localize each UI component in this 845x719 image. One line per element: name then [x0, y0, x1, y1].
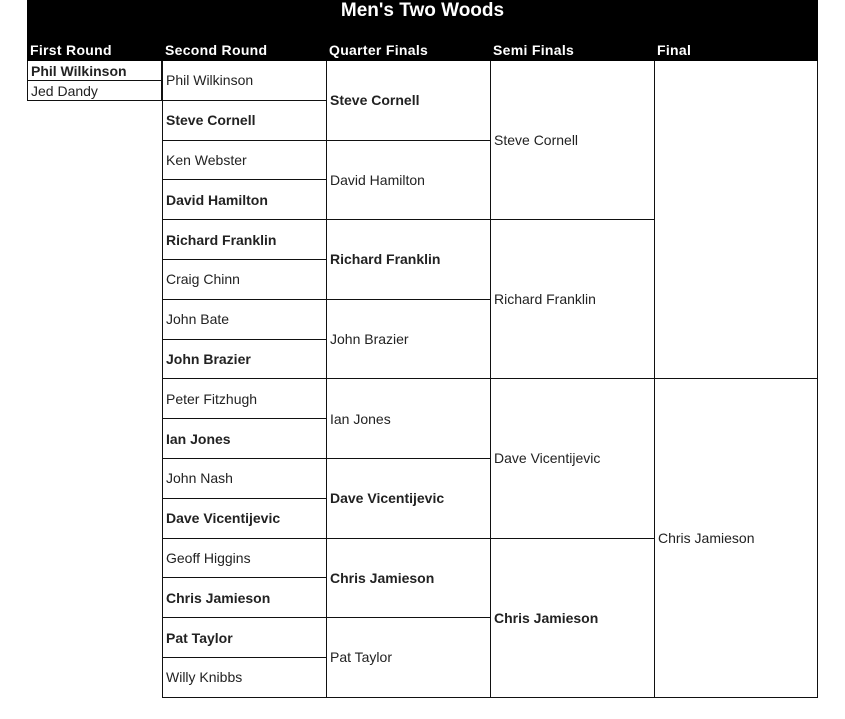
first-round-entry: Phil Wilkinson [27, 61, 162, 81]
second-round-entry: John Brazier [162, 340, 326, 380]
col-second-round-header: Second Round [165, 42, 268, 58]
col-semi-finals-header: Semi Finals [493, 42, 575, 58]
quarter-finals-entry: Richard Franklin [326, 220, 490, 300]
quarter-finals-entry: David Hamilton [326, 141, 490, 221]
second-round-entry: Ian Jones [162, 419, 326, 459]
col-quarter-finals-header: Quarter Finals [329, 42, 429, 58]
second-round-entry: Pat Taylor [162, 618, 326, 658]
final-entry: Chris Jamieson [654, 379, 818, 697]
second-round-entry: David Hamilton [162, 180, 326, 220]
semi-finals-entry: Dave Vicentijevic [490, 379, 654, 538]
second-round-entry: John Nash [162, 459, 326, 499]
second-round-entry: Chris Jamieson [162, 578, 326, 618]
first-round-entry: Jed Dandy [27, 81, 162, 101]
quarter-finals-entry: Pat Taylor [326, 618, 490, 698]
col-first-round-header: First Round [30, 42, 112, 58]
second-round-entry: Peter Fitzhugh [162, 379, 326, 419]
final-entry [654, 61, 818, 379]
semi-finals-entry: Chris Jamieson [490, 539, 654, 698]
second-round-entry: Richard Franklin [162, 220, 326, 260]
quarter-finals-entry: Steve Cornell [326, 61, 490, 141]
bracket-title: Men's Two Woods [340, 0, 505, 21]
second-round-entry: Phil Wilkinson [162, 61, 326, 101]
second-round-entry: Steve Cornell [162, 101, 326, 141]
quarter-finals-entry: Chris Jamieson [326, 539, 490, 619]
second-round-entry: Ken Webster [162, 141, 326, 181]
semi-finals-entry: Richard Franklin [490, 220, 654, 379]
col-final-header: Final [657, 42, 692, 58]
second-round-entry: Craig Chinn [162, 260, 326, 300]
quarter-finals-entry: Ian Jones [326, 379, 490, 459]
quarter-finals-entry: Dave Vicentijevic [326, 459, 490, 539]
quarter-finals-entry: John Brazier [326, 300, 490, 380]
second-round-entry: Willy Knibbs [162, 658, 326, 698]
semi-finals-entry: Steve Cornell [490, 61, 654, 220]
second-round-entry: Dave Vicentijevic [162, 499, 326, 539]
second-round-entry: Geoff Higgins [162, 539, 326, 579]
second-round-entry: John Bate [162, 300, 326, 340]
